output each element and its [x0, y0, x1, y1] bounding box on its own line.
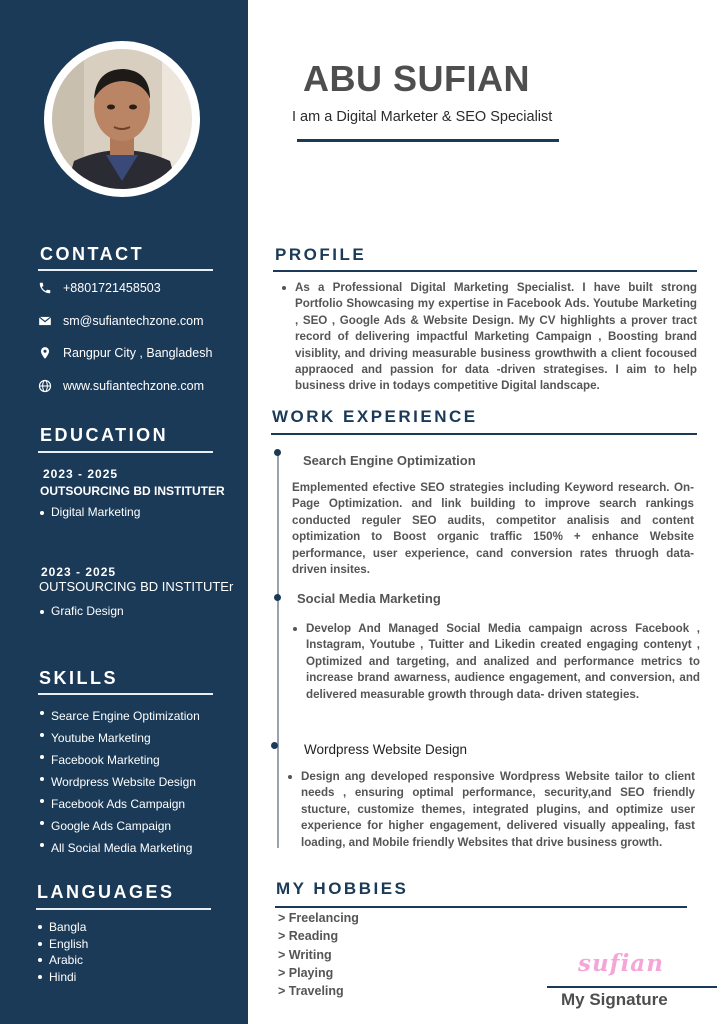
education-1-school: OUTSOURCING BD INSTITUTER [40, 484, 225, 498]
phone-text: +8801721458503 [63, 281, 161, 295]
experience-3-text: Design ang developed responsive Wordpress Website tailor to client needs , ensuring optimal performance, security,and SEO friendly stucture, customize themes, integrated plugins, and optimize user experience for higher engagement, delivered visually appealing, fast loading, and Mobile friendly Websites that drive business growth. [287, 769, 695, 851]
profile-divider [273, 270, 697, 272]
timeline-dot [271, 742, 278, 749]
skill-item: Facebook Marketing [38, 749, 200, 771]
experience-timeline [277, 450, 279, 848]
website-text: www.sufiantechzone.com [63, 379, 205, 393]
hobbies-divider [275, 906, 687, 908]
language-item: Arabic [36, 952, 88, 969]
skill-item: Wordpress Website Design [38, 771, 200, 793]
experience-2-text: Develop And Managed Social Media campaign across Facebook , Instagram, Youtube , Tuitter and Likedin created engaging contenyt , Optimized and targeting, and analized and performance metrics to increase brand awarness, audience engagement, and conversion, and delivered measurable growth through data- driven stategies. [292, 621, 700, 703]
education-divider [38, 451, 213, 453]
signature-line [547, 986, 717, 988]
email-text: sm@sufiantechzone.com [63, 314, 204, 328]
experience-heading: WORK EXPERIENCE [272, 407, 478, 426]
skill-item: Google Ads Campaign [38, 815, 200, 837]
education-2-years: 2023 - 2025 [41, 565, 117, 579]
language-item: Bangla [36, 919, 88, 936]
experience-3-title: Wordpress Website Design [304, 742, 468, 757]
name-divider [297, 139, 559, 142]
hobby-item: > Freelancing [278, 911, 359, 925]
experience-1-text: Emplemented efective SEO strategies including Keyword research. On- Page Optimization. and link building to improve search rankings conducted reguler SEO audits, competitor analisis and content optimization to Boost organic traffic 150% + enhance Website performance, user experience, cand conversion rates thruogh data-driven insites. [292, 481, 694, 577]
education-1-course: Digital Marketing [38, 505, 140, 519]
map-pin-icon [38, 346, 52, 360]
experience-1-title: Search Engine Optimization [303, 453, 476, 468]
skills-heading: SKILLS [39, 668, 119, 688]
experience-2-title: Social Media Marketing [297, 591, 441, 606]
languages-divider [36, 908, 211, 910]
contact-website [38, 379, 204, 393]
skills-list [38, 705, 200, 859]
timeline-dot [274, 449, 281, 456]
languages-list [36, 919, 88, 985]
timeline-dot [274, 594, 281, 601]
contact-location [38, 346, 212, 360]
profile-photo [44, 41, 200, 197]
skill-item: Youtube Marketing [38, 727, 200, 749]
sidebar [0, 0, 248, 1024]
hobby-item: > Reading [278, 929, 339, 944]
language-item: English [36, 936, 88, 953]
education-2-courses [38, 604, 124, 618]
education-1-courses [38, 505, 140, 519]
language-item: Hindi [36, 969, 88, 986]
contact-phone [38, 281, 161, 295]
hobby-item: > Playing [278, 965, 334, 980]
skills-divider [38, 693, 213, 695]
phone-icon [38, 281, 52, 295]
envelope-icon [38, 314, 52, 328]
globe-icon [38, 379, 52, 393]
profile-text: As a Professional Digital Marketing Specialist. I have built strong Portfolio Showcasing my expertise in Facebook Ads. Youtube Marketing , SEO , Google Ads & Website Design. My CV highlights a prover tract record of delivering impactful Marketing Campaign , Boosting brand visiblity, and driving measurable business growthwith a client focoused appraoced and passion for data -driven strategises. I aim to help business drive in todays competitive Digital landscape. [281, 280, 697, 395]
tagline: I am a Digital Marketer & SEO Specialist [292, 109, 553, 125]
hobbies-heading: MY HOBBIES [276, 879, 409, 898]
signature-label: My Signature [561, 990, 668, 1009]
location-text: Rangpur City , Bangladesh [63, 346, 213, 360]
education-heading: EDUCATION [40, 425, 169, 445]
skill-item: All Social Media Marketing [38, 837, 200, 859]
signature-image: sufian [578, 950, 664, 977]
skill-item: Searce Engine Optimization [38, 705, 200, 727]
hobby-item: > Writing [278, 947, 332, 962]
hobby-item: > Traveling [278, 984, 344, 999]
contact-heading: CONTACT [40, 244, 145, 264]
contact-divider [38, 269, 213, 271]
skill-item: Facebook Ads Campaign [38, 793, 200, 815]
contact-email [38, 314, 204, 328]
profile-heading: PROFILE [275, 245, 367, 264]
education-2-school: OUTSOURCING BD INSTITUTEr [39, 579, 234, 594]
hobbies-list [278, 911, 359, 1002]
education-1-years: 2023 - 2025 [43, 467, 119, 481]
person-name: ABU SUFIAN [303, 58, 530, 99]
languages-heading: LANGUAGES [37, 882, 175, 902]
education-2-course: Grafic Design [38, 604, 124, 618]
experience-divider [271, 433, 697, 435]
